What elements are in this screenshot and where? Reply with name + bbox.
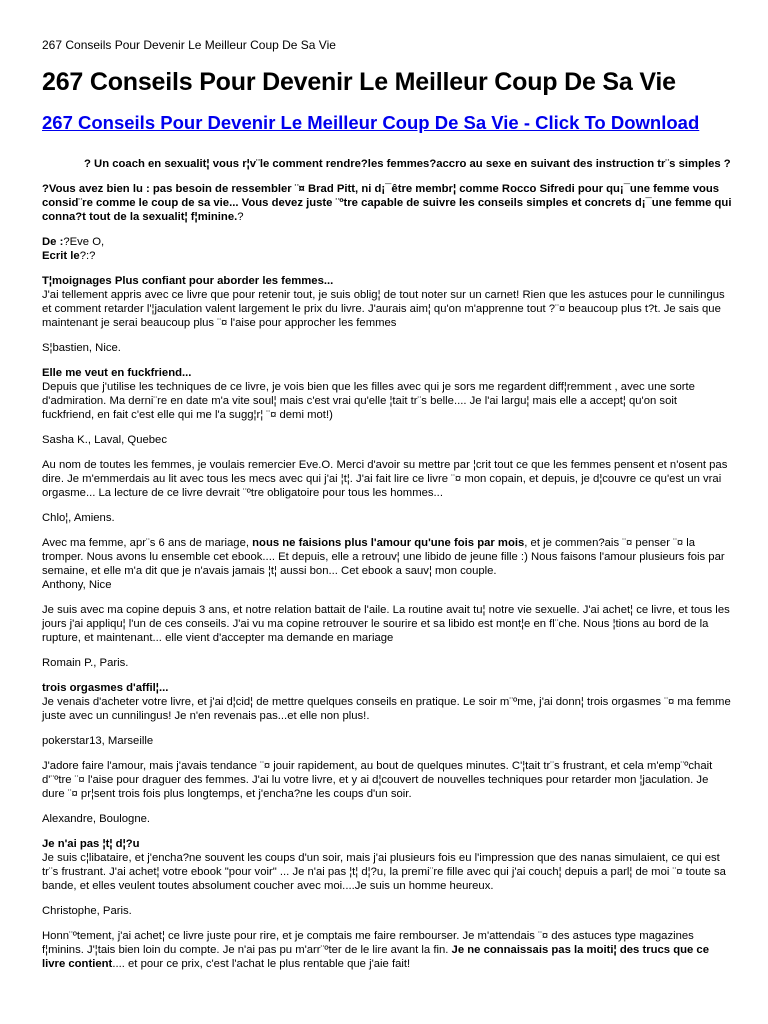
intro-pitch: ?Vous avez bien lu : pas besoin de ressembler ¨¤ Brad Pitt, ni d¡¯être membr¦ comme Rocco Sifredi pour qu¡¯une femme vous consid¨re comme le coup de sa vie... Vous devez juste ¨ºtre capable de suivre les conseils simples et concrets d¡¯une femme qui conna?t tout de la sexualit¦ f¦minine.? <box>42 183 732 223</box>
testimonial-heading: T¦moignages Plus confiant pour aborder les femmes... <box>42 275 334 287</box>
testimonial-heading: Je n'ai pas ¦t¦ d¦?u <box>42 838 140 850</box>
written-line: Ecrit le?:? <box>42 250 96 262</box>
testimonial-author: Anthony, Nice <box>42 579 112 591</box>
testimonial-author: S¦bastien, Nice. <box>42 342 121 354</box>
testimonial-body: Je venais d'acheter votre livre, et j'ai d¦cid¦ de mettre quelques conseils en pratique. Le soir m¨ºme, j'ai donn¦ trois orgasmes ¨¤ ma femme juste avec un cunnilingus! Je n'en revenais pas...et elle non plus!. <box>42 696 731 722</box>
testimonial-author: Alexandre, Boulogne. <box>42 813 151 825</box>
testimonial-body: Je suis avec ma copine depuis 3 ans, et notre relation battait de l'aile. La routine avait tu¦ notre vie sexuelle. J'ai achet¦ ce livre, et tous les jours j'ai appliqu¦ l'un de ces conseils. J'ai vu ma copine retrouver le sourire et sa libido est mont¦e en fl¨che. Nous ¦tions au bord de la rupture, et maintenant... elle vient d'accepter ma demande en mariage <box>42 604 730 644</box>
testimonial-heading: Elle me veut en fuckfriend... <box>42 367 192 379</box>
testimonial-author: Romain P., Paris. <box>42 657 129 669</box>
testimonial-author: Sasha K., Laval, Quebec <box>42 434 167 446</box>
testimonial-heading: trois orgasmes d'affil¦... <box>42 682 169 694</box>
running-header: 267 Conseils Pour Devenir Le Meilleur Coup De Sa Vie <box>42 38 336 52</box>
testimonial-author: pokerstar13, Marseille <box>42 735 154 747</box>
testimonial-body: Au nom de toutes les femmes, je voulais remercier Eve.O. Merci d'avoir su mettre par ¦crit tout ce que les femmes pensent et n'osent pas dire. Je m'emmerdais au lit avec tous les mecs avec qui j'ai ¦t¦. J'ai fait lire ce livre ¨¤ mon copain, et depuis, je d¦couvre ce qu'est un vrai orgasme... La lecture de ce livre devrait ¨ºtre obligatoire pour tous les hommes... <box>42 459 728 499</box>
download-link[interactable]: 267 Conseils Pour Devenir Le Meilleur Coup De Sa Vie - Click To Download <box>42 112 700 133</box>
testimonial-body: J'adore faire l'amour, mais j'avais tendance ¨¤ jouir rapidement, au bout de quelques minutes. C'¦tait tr¨s frustrant, et cela m'emp¨ºchait d'¨ºtre ¨¤ l'aise pour draguer des femmes. J'ai lu votre livre, et y ai d¦couvert de nouvelles techniques pour retarder mon ¦jaculation. Je dure ¨¤ pr¦sent trois fois plus longtemps, et j'encha?ne les coups d'un soir. <box>42 760 713 800</box>
page-title: 267 Conseils Pour Devenir Le Meilleur Coup De Sa Vie <box>42 68 676 96</box>
testimonial-author: Christophe, Paris. <box>42 905 132 917</box>
testimonial-body: Depuis que j'utilise les techniques de ce livre, je vois bien que les filles avec qui je sors me regardent diff¦remment , avec une sorte d'admiration. Ma derni¨re en date m'a vite soul¦ mais c'est vrai qu'elle ¦tait tr¨s belle.... Je l'ai largu¦ mais elle a accept¦ qu'on soit fuckfriend, en fait c'est elle qui me l'a sugg¦r¦ ¨¤ demi mot!) <box>42 381 695 421</box>
from-line: De :?Eve O, <box>42 236 105 248</box>
testimonial-body: Je suis c¦libataire, et j'encha?ne souvent les coups d'un soir, mais j'ai plusieurs fois eu l'impression que des nanas simulaient, ce qui est tr¨s frustrant. J'ai achet¦ votre ebook "pour voir" ... Je n'ai pas ¦t¦ d¦?u, la premi¨re fille avec qui j'ai couch¦ depuis a parl¦ de moi ¨¤ toute sa bande, et elles veulent toutes absolument coucher avec moi....Je suis un homme heureux. <box>42 852 726 892</box>
intro-headline: ? Un coach en sexualit¦ vous r¦v¨le comment rendre?les femmes?accro au sexe en suivant des instruction tr¨s simples ? <box>84 158 731 170</box>
testimonial-body: Honn¨ºtement, j'ai achet¦ ce livre juste pour rire, et je comptais me faire rembourser. Je m'attendais ¨¤ des astuces type magazines f¦minins. J'¦tais bien loin du compte. Je n'ai pas pu m'arr¨ºter de le lire avant la fin. Je ne connaissais pas la moiti¦ des trucs que ce livre contient.... et pour ce prix, c'est l'achat le plus rentable que j'aie fait! <box>42 930 709 970</box>
testimonial-body: J'ai tellement appris avec ce livre que pour retenir tout, je suis oblig¦ de tout noter sur un carnet! Rien que les astuces pour le cunnilingus et comment retarder l'¦jaculation valent largement le prix du livre. J'aurais aim¦ qu'on m'apprenne tout ?¨¤ beaucoup plus t?t. Je sais que maintenant je serai beaucoup plus ¨¤ l'aise pour approcher les femmes <box>42 289 725 329</box>
testimonial-body: Avec ma femme, apr¨s 6 ans de mariage, nous ne faisions plus l'amour qu'une fois par mois, et je commen?ais ¨¤ penser ¨¤ la tromper. Nous avons lu ensemble cet ebook.... Et depuis, elle a retrouv¦ une libido de jeune fille :) Nous faisons l'amour plusieurs fois par semaine, et elle m'a dit que je n'avais jamais ¦t¦ aussi bon... Cet ebook a sauv¦ mon couple. <box>42 537 725 577</box>
document-page <box>42 38 732 971</box>
testimonial-author: Chlo¦, Amiens. <box>42 512 115 524</box>
